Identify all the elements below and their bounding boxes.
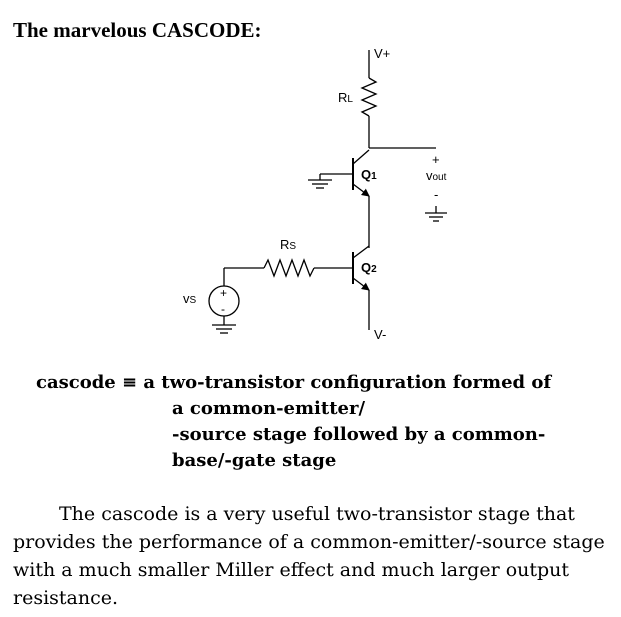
rs-resistor (264, 260, 314, 276)
q1-label-sub: 1 (371, 171, 377, 182)
rl-label-sub: L (347, 94, 353, 105)
vout-label-main: v (426, 168, 433, 183)
vs-label-main: v (183, 291, 190, 306)
rs-label-sub: S (289, 241, 297, 252)
definition-line-2: a common-emitter/ (172, 398, 366, 419)
q1-label-main: Q (361, 167, 372, 182)
definition-line-4: base/-gate stage (172, 450, 337, 471)
q2-emitter (353, 278, 369, 290)
cascode-definition (36, 370, 551, 474)
q1-collector (353, 150, 369, 164)
q2-collector (353, 246, 369, 258)
definition-line-3: -source stage followed by a common- (172, 424, 546, 445)
definition-line-1: cascode ≡ a two-transistor configuration formed of (36, 372, 552, 393)
ground-vout (425, 206, 447, 221)
ground-q1-base (308, 180, 332, 188)
q2-label-main: Q (361, 260, 372, 275)
vs-label-sub: S (189, 295, 197, 306)
ground-source (212, 325, 236, 333)
source-plus-label: + (220, 286, 228, 300)
definition-continuation (172, 396, 551, 474)
q2-label (361, 260, 377, 275)
rl-label (338, 90, 353, 105)
description-paragraph: The cascode is a very useful two-transistor stage that provides the performance of a common-emitter/-source stage with a much smaller Miller effect and much larger output resistance. (13, 503, 605, 609)
source-minus-label: - (221, 302, 225, 316)
vs-label (183, 291, 197, 306)
vout-label (426, 168, 447, 183)
rs-label-main: R (280, 237, 290, 252)
vminus-label: V- (374, 327, 387, 342)
page-title: The marvelous CASCODE: (13, 18, 262, 42)
vout-label-sub: out (432, 172, 447, 183)
q1-label (361, 167, 377, 182)
rl-resistor (362, 78, 376, 116)
q1-emitter (353, 184, 369, 196)
vplus-label: V+ (374, 46, 391, 61)
rs-label (280, 237, 296, 252)
rl-label-main: R (338, 90, 348, 105)
q2-label-sub: 2 (371, 264, 377, 275)
vout-minus-label: - (434, 187, 439, 202)
vout-plus-label: + (432, 152, 440, 167)
